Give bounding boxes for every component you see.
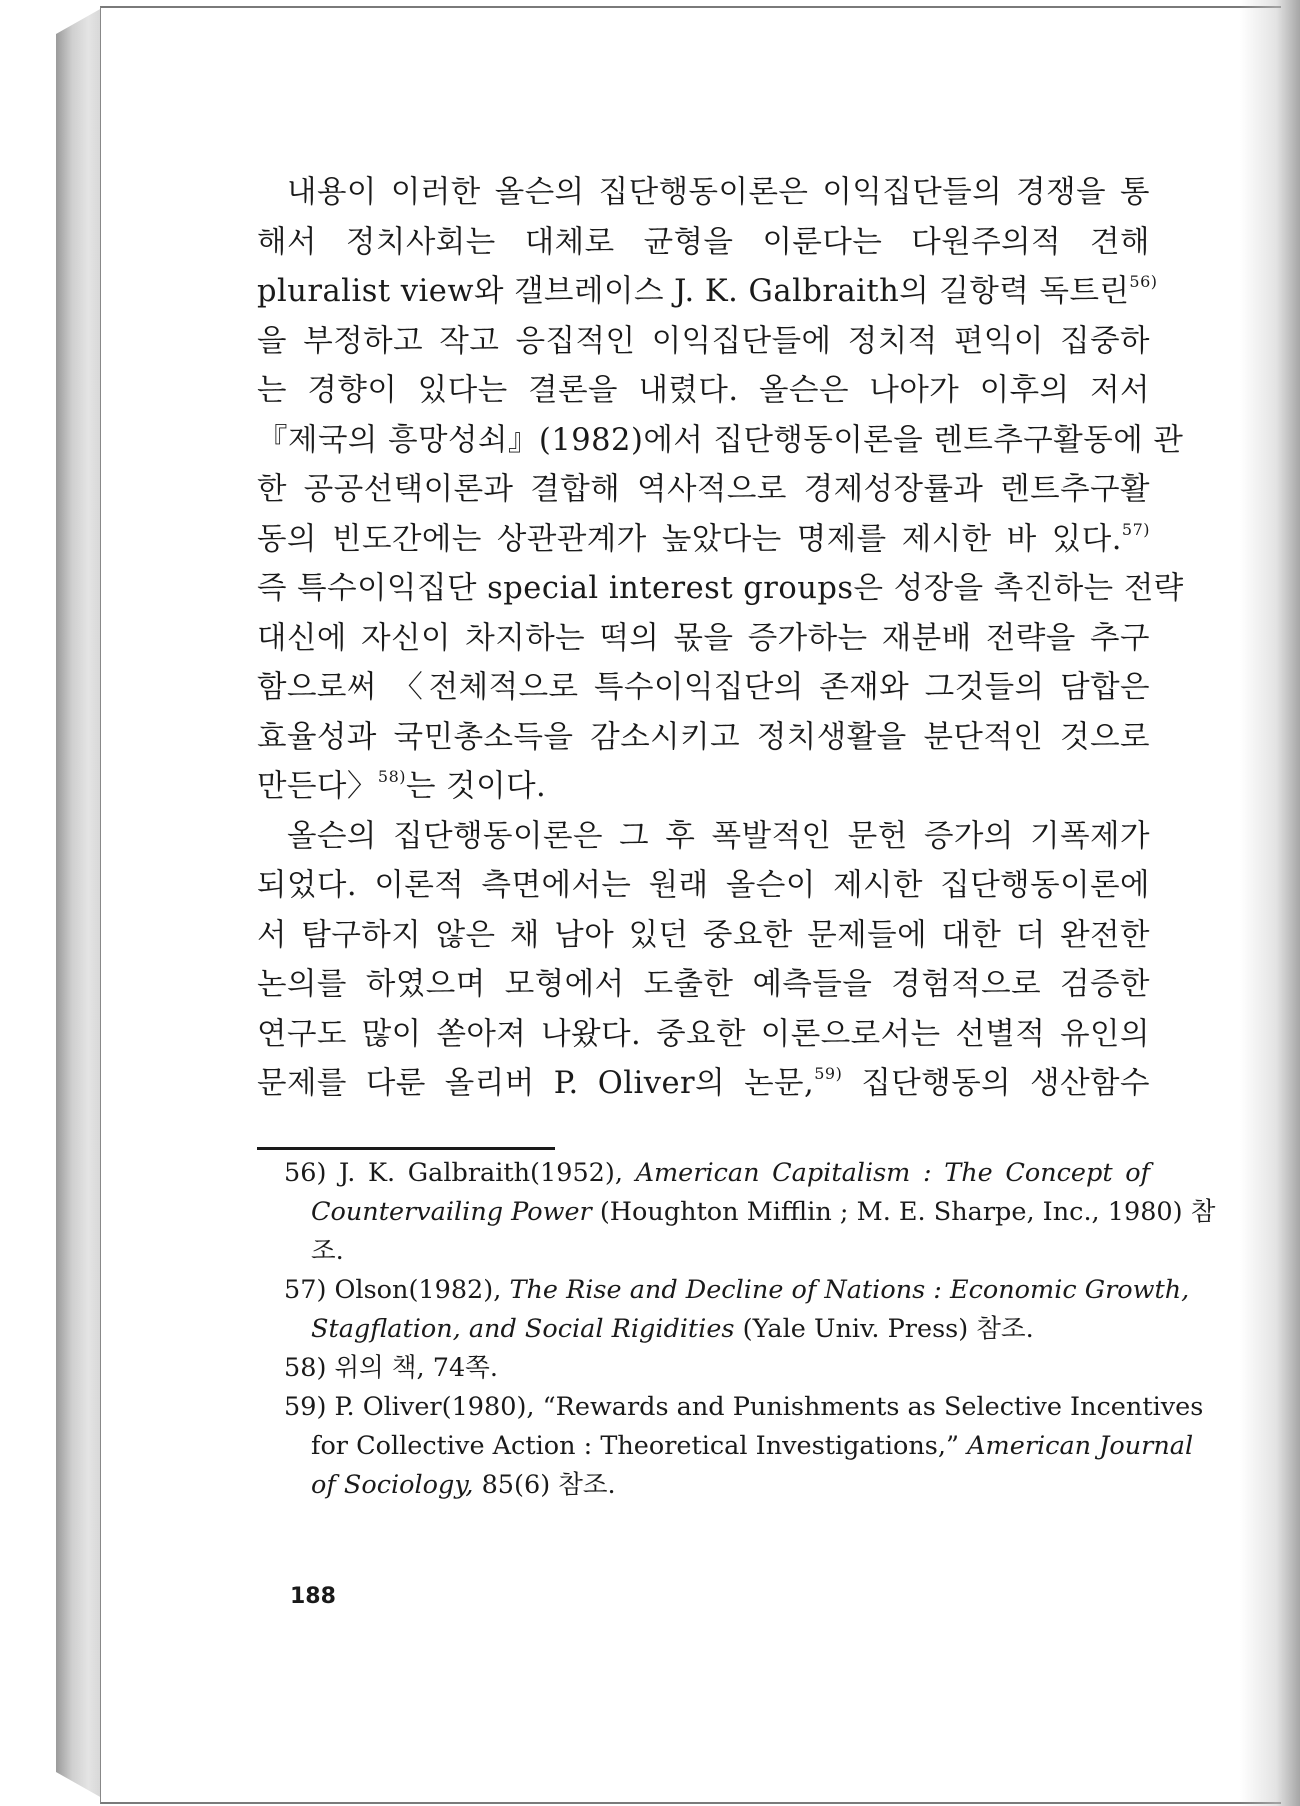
- footnote-text: P. Oliver(1980), “Rewards and Punishments as Selective Incentives: [334, 1392, 1204, 1422]
- text-line: 되었다. 이론적 측면에서는 원래 올슨이 제시한 집단행동이론에: [257, 868, 1150, 903]
- text-line: 내용이 이러한 올슨의 집단행동이론은 이익집단들의 경쟁을 통: [287, 175, 1150, 210]
- footnote-title: of Sociology,: [311, 1470, 474, 1500]
- text-line: 해서 정치사회는 대체로 균형을 이룬다는 다원주의적 견해: [257, 224, 1150, 260]
- text-line: [257, 762, 1150, 812]
- footnote-number: 58): [284, 1353, 327, 1383]
- footnote-separator: [257, 1147, 555, 1150]
- footnote-number: 56): [284, 1158, 327, 1188]
- footnote-text: (Yale Univ. Press) 참조.: [734, 1314, 1034, 1344]
- text-fragment: 는 것이다.: [406, 769, 547, 804]
- text-line: 『제국의 흥망성쇠』(1982)에서 집단행동이론을 렌트추구활동에 관: [257, 422, 1184, 458]
- page-number: 188: [290, 1584, 336, 1609]
- text-line: 서 탐구하지 않은 채 남아 있던 중요한 문제들에 대한 더 완전한: [257, 917, 1150, 953]
- text-line: [257, 1059, 1150, 1109]
- footnote-line: [284, 1388, 1204, 1427]
- footnote-ref: 56): [1129, 272, 1158, 291]
- footnote-ref: 57): [1121, 519, 1150, 539]
- text-line: 대신에 자신이 차지하는 떡의 몫을 증가하는 재분배 전략을 추구: [257, 620, 1150, 656]
- text-line: 올슨의 집단행동이론은 그 후 폭발적인 문헌 증가의 기폭제가: [287, 818, 1150, 854]
- footnote-57: [284, 1271, 1190, 1349]
- footnote-56: [284, 1154, 1216, 1271]
- footnote-ref: 58): [377, 767, 406, 786]
- footnote-line: [311, 1193, 1216, 1232]
- footnote-title: American Journal: [967, 1431, 1194, 1461]
- footnote-text: 85(6) 참조.: [473, 1470, 616, 1500]
- footnote-title: The Rise and Decline of Nations : Economic Growth,: [509, 1275, 1190, 1305]
- text-fragment: 만든다〉: [257, 769, 378, 804]
- text-fragment: 집단행동의 생산함수: [861, 1066, 1150, 1101]
- footnote-title: Countervailing Power: [311, 1197, 592, 1227]
- text-line: 논의를 하였으며 모형에서 도출한 예측들을 경험적으로 검증한: [257, 967, 1150, 1002]
- footnote-title: American Capitalism : The Concept of: [635, 1158, 1150, 1188]
- footnote-line: [284, 1271, 1190, 1310]
- footnote-text: (Houghton Mifflin ; M. E. Sharpe, Inc., 1980) 참: [591, 1197, 1216, 1227]
- footnote-title: Stagflation, and Social Rigidities: [311, 1314, 735, 1344]
- footnote-58: [284, 1349, 1150, 1388]
- footnotes: [284, 1154, 1216, 1505]
- text-line: 는 경향이 있다는 결론을 내렸다. 올슨은 나아가 이후의 저서: [257, 373, 1150, 408]
- text-line: 한 공공선택이론과 결합해 역사적으로 경제성장률과 렌트추구활: [257, 472, 1150, 507]
- footnote-line: [311, 1310, 1150, 1349]
- footnote-text: Olson(1982),: [334, 1275, 510, 1305]
- text-line: 효율성과 국민총소득을 감소시키고 정치생활을 분단적인 것으로: [257, 719, 1150, 755]
- footnote-line: 조.: [311, 1236, 344, 1266]
- text-line: 즉 특수이익집단 special interest groups은 성장을 촉진하는 전략: [257, 571, 1184, 606]
- book-spine: [56, 8, 102, 1798]
- text-fragment: pluralist view와 갤브레이스 J. K. Galbraith의 길항력 독트린: [257, 274, 1130, 309]
- text-line: 함으로써 〈전체적으로 특수이익집단의 존재와 그것들의 담합은: [257, 670, 1150, 705]
- footnote-number: 59): [284, 1392, 327, 1422]
- footnote-text: J. K. Galbraith(1952),: [339, 1158, 636, 1188]
- text-fragment: 동의 빈도간에는 상관관계가 높았다는 명제를 제시한 바 있다.: [257, 521, 1122, 557]
- footnote-ref: 59): [814, 1064, 843, 1083]
- text-line: 연구도 많이 쏟아져 나왔다. 중요한 이론으로서는 선별적 유인의: [257, 1016, 1150, 1052]
- text-fragment: 문제를 다룬 올리버 P. Oliver의 논문,: [257, 1066, 815, 1101]
- main-text: [257, 168, 1184, 1109]
- footnote-number: 57): [284, 1275, 327, 1305]
- footnote-text: 위의 책, 74쪽.: [334, 1353, 498, 1383]
- footnote-text: for Collective Action : Theoretical Investigations,”: [311, 1431, 968, 1461]
- text-line: 을 부정하고 작고 응집적인 이익집단들에 정치적 편익이 집중하: [257, 323, 1150, 359]
- footnote-line: [284, 1154, 1150, 1193]
- footnote-line: [311, 1466, 1150, 1505]
- text-line: [257, 267, 1158, 317]
- page-edge-shadow: [1240, 0, 1300, 1806]
- footnote-line: [284, 1349, 1150, 1388]
- text-line: [257, 515, 1150, 565]
- footnote-59: [284, 1388, 1204, 1505]
- footnote-line: [311, 1427, 1194, 1466]
